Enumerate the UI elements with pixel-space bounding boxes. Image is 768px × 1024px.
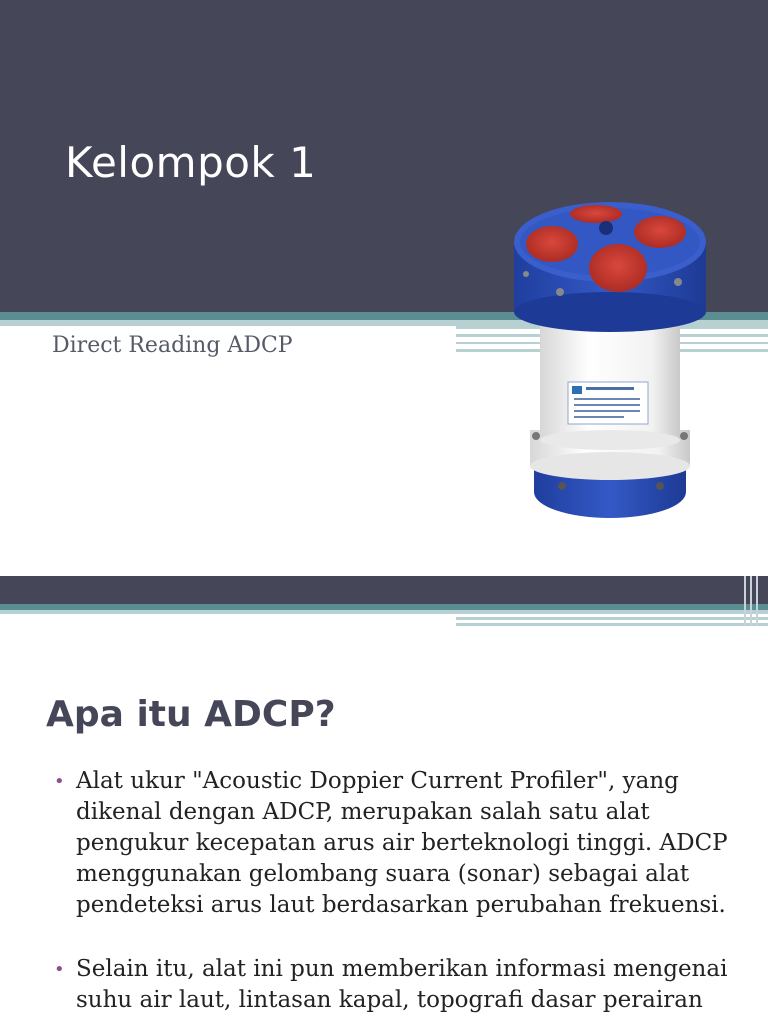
bullet-text: Alat ukur "Acoustic Doppier Current Profiler", yang dikenal dengan ADCP, merupakan salah satu alat pengukur kecepatan arus air berteknologi tinggi. ADCP menggunakan gelombang suara (sonar) sebagai alat pendeteksi arus laut berdasarkan perubahan frekuensi. bbox=[76, 768, 728, 918]
header-band bbox=[0, 576, 768, 604]
slide-title: Kelompok 1 bbox=[65, 138, 317, 187]
bullet-icon: • bbox=[54, 771, 65, 792]
bullet-text: Selain itu, alat ini pun memberikan informasi mengenai suhu air laut, lintasan kapal, topografi dasar perairan bbox=[76, 956, 728, 1013]
content-area bbox=[0, 326, 456, 576]
light-stripe bbox=[0, 610, 768, 614]
bullet-list bbox=[54, 766, 744, 1024]
light-stripe bbox=[456, 623, 768, 626]
light-stripe bbox=[750, 576, 752, 626]
list-item bbox=[54, 954, 744, 1016]
adcp-device-icon bbox=[500, 190, 720, 530]
bullet-icon: • bbox=[54, 959, 65, 980]
slide-subtitle: Direct Reading ADCP bbox=[52, 333, 293, 358]
content-slide bbox=[0, 576, 768, 1024]
light-stripe bbox=[744, 576, 746, 626]
adcp-device-photo bbox=[500, 190, 720, 530]
list-item bbox=[54, 766, 744, 921]
light-stripe bbox=[756, 576, 758, 626]
light-stripe bbox=[456, 617, 768, 620]
slide-title: Apa itu ADCP? bbox=[46, 694, 336, 735]
